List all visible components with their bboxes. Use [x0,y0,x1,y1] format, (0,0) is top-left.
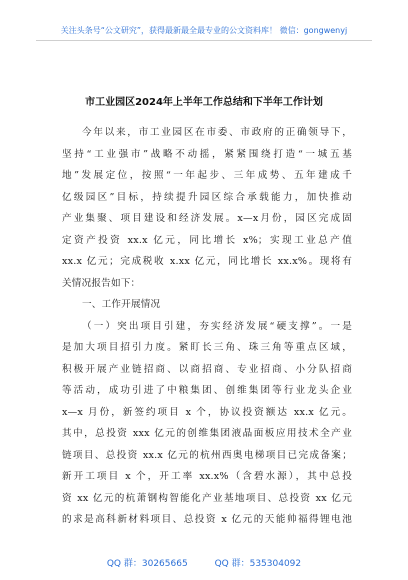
body-line: 关情况报告如下： [62,277,141,289]
document-body [62,122,352,531]
section-heading: 一、工作开展情况 [82,299,161,310]
body-line: 坚持“工业强市”战略不动摇，紧紧围绕打造“一城五基 [62,148,352,160]
header-divider [36,40,372,41]
body-line: 等活动，成功引进了中粮集团、创维集团等行业龙头企业 [62,385,352,396]
body-line: 亿级园区”目标，持续提升园区综合承载能力，加快推动 [62,191,352,203]
footer-qq-group-2: QQ 群：535304092 [214,559,302,569]
body-line: 新开工项目 x 个，开工率 xx.x%（含碧水源），其中总投 [62,471,352,482]
body-line: 的求是高科新材料项目、总投资 x 亿元的天能帅福得锂电池 [62,514,352,525]
body-line: 链项目、总投资 xx.x 亿元的杭州西奥电梯项目已完成备案； [62,449,352,461]
body-line: 地”发展定位，按照“一年起步、三年成势、五年建成千 [62,170,352,181]
footer [0,556,408,569]
body-line: 今年以来，市工业园区在市委、市政府的正确领导下， [82,127,352,138]
body-line: 资 xx 亿元的杭萧钢构智能化产业基地项目、总投资 xx 亿元 [62,492,352,504]
header-banner: 关注头条号“公文研究”，获得最新最全最专业的公文资料库！ 微信：gongwenyj [60,26,348,35]
body-line: （一）突出项目引建，夯实经济发展“硬支撑”。一是 [82,320,352,332]
document-title: 市工业园区2024年上半年工作总结和下半年工作计划 [85,97,323,108]
body-line: 定资产投资 xx.x 亿元，同比增长 x%；实现工业总产值 [62,234,352,246]
footer-qq-group-1: QQ 群：30265665 [106,559,188,569]
body-line: 是加大项目招引力度。紧盯长三角、珠三角等重点区域， [62,342,352,353]
body-line: xx.x 亿元；完成税收 x.xx 亿元，同比增长 xx.x%。现将有 [62,256,352,267]
body-line: 产业集聚、项目建设和经济发展。x—x月份，园区完成固 [62,213,352,224]
body-line: 其中，总投资 xxx 亿元的创维集团液晶面板应用技术全产业 [62,428,352,439]
body-line: 积极开展产业链招商、以商招商、专业招商、小分队招商 [62,363,352,375]
body-line: x—x 月份，新签约项目 x 个，协议投资额达 xx.x 亿元。 [62,406,352,418]
